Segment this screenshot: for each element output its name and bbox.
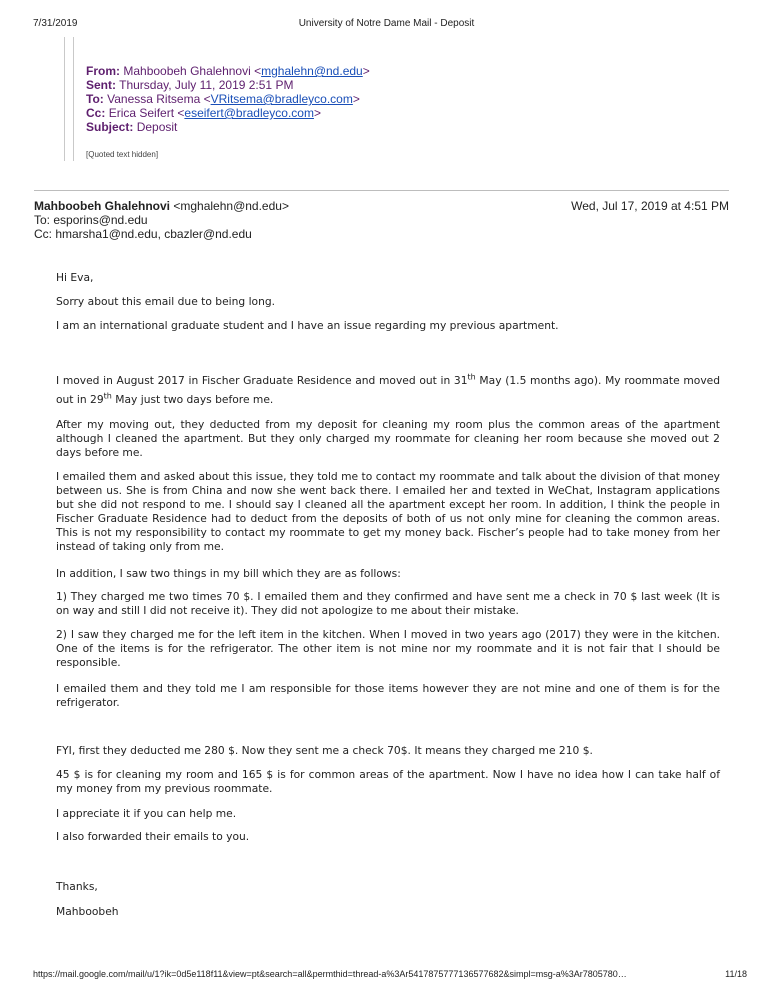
paragraph-2-text: I am an international graduate student and I have an issue regarding my previous apartment. [56, 319, 559, 332]
print-date: 7/31/2019 [33, 18, 78, 29]
paragraph-9-text: I emailed them and they told me I am responsible for those items however they are not mine and one of them is for the refrigerator. [56, 682, 720, 709]
quoted-subject-value: Deposit [136, 120, 178, 134]
quoted-cc-email-link[interactable]: eseifert@bradleyco.com [184, 106, 314, 120]
paragraph-3-part-b: May (1.5 months ago). My roommate moved out in 29 [56, 374, 720, 406]
quoted-from-name: Mahboobeh Ghalehnovi [123, 64, 251, 78]
quoted-cc-name: Erica Seifert [108, 106, 175, 120]
paragraph-5-text: I emailed them and asked about this issue, they told me to contact my roommate and talk about the division of that money between us. She is from China and now she went back there. I emailed her and texted in WeChat, Instagram applications but she did not respond to me. I should say I cleaned all the apartment except her room. In addition, I think the people in Fischer Graduate Residence had to deduct from the deposits of both of us not only mine for cleaning the common areas. This is not my responsibility to contact my roommate to get my money back. Fischer’s people had to take money from her instead of taking only from me. [56, 470, 720, 553]
quoted-cc-label: Cc: [86, 106, 106, 120]
quoted-sent-label: Sent: [86, 78, 116, 92]
paragraph-11-text: 45 $ is for cleaning my room and 165 $ is for common areas of the apartment. Now I have no idea how I can take half of my money from my previous roommate. [56, 768, 720, 795]
paragraph-3-part-c: May just two days before me. [111, 393, 274, 406]
paragraph-10-text: FYI, first they deducted me 280 $. Now they sent me a check 70$. It means they charged me 210 $. [56, 744, 593, 757]
message-to: To: esporins@nd.edu [34, 213, 148, 227]
quoted-sent-value: Thursday, July 11, 2019 2:51 PM [119, 78, 294, 92]
paragraph-3-sup-2: th [103, 391, 112, 401]
paragraph-6-text: In addition, I saw two things in my bill which they are as follows: [56, 567, 401, 580]
body-closing [56, 880, 720, 894]
body-paragraph-1 [56, 295, 720, 309]
paragraph-3-sup-1: th [467, 372, 476, 382]
body-paragraph-8 [56, 628, 720, 670]
message-cc: Cc: hmarsha1@nd.edu, cbazler@nd.edu [34, 227, 252, 241]
body-signature [56, 905, 720, 919]
body-paragraph-3 [56, 371, 720, 409]
quoted-from-label: From: [86, 64, 120, 78]
quoted-to-name: Vanessa Ritsema [107, 92, 201, 106]
paragraph-8-text: 2) I saw they charged me for the left item in the kitchen. When I moved in two years ago (2017) they were in the kitchen. One of the items is for the refrigerator. The other item is not mine nor my roommate and it is not fair that I should be responsible. [56, 628, 720, 669]
quoted-from-email-link[interactable]: mghalehn@nd.edu [261, 64, 363, 78]
greeting-text: Hi Eva, [56, 271, 94, 284]
paragraph-7-text: 1) They charged me two times 70 $. I emailed them and they confirmed and have sent me a check in 70 $ last week (It is on way and still I did not receive it). They did not apologize to me about their mistake. [56, 590, 720, 617]
quoted-subject-line [86, 120, 177, 134]
body-paragraph-2 [56, 319, 720, 333]
footer-url: https://mail.google.com/mail/u/1?ik=0d5e118f11&view=pt&search=all&permthid=thread-a%3Ar5417875777136577682&simpl=msg-a%3Ar7805780… [33, 969, 627, 979]
quoted-to-email-link[interactable]: VRitsema@bradleyco.com [210, 92, 353, 106]
paragraph-1-text: Sorry about this email due to being long. [56, 295, 276, 308]
quote-bar-outer [64, 37, 65, 161]
body-paragraph-12 [56, 807, 720, 821]
paragraph-13-text: I also forwarded their emails to you. [56, 830, 250, 843]
quoted-text-hidden[interactable]: [Quoted text hidden] [86, 150, 159, 159]
paragraph-4-text: After my moving out, they deducted from my deposit for cleaning my room plus the common areas of the apartment although I cleaned the apartment. But they only charged my roommate for cleaning her room because she moved out 2 days before me. [56, 418, 720, 459]
quoted-to-label: To: [86, 92, 104, 106]
message-separator [34, 190, 729, 191]
quoted-to-line: To: Vanessa Ritsema <VRitsema@bradleyco.com> [86, 92, 360, 106]
body-paragraph-6 [56, 567, 720, 581]
footer-page-number: 11/18 [725, 969, 747, 979]
quoted-from-line: From: Mahboobeh Ghalehnovi <mghalehn@nd.edu> [86, 64, 370, 78]
quoted-cc-line: Cc: Erica Seifert <eseifert@bradleyco.com> [86, 106, 321, 120]
body-paragraph-13 [56, 830, 720, 844]
paragraph-3-part-a: I moved in August 2017 in Fischer Graduate Residence and moved out in 31 [56, 374, 468, 387]
quote-bar-inner [73, 37, 74, 161]
body-greeting [56, 271, 720, 285]
signature-text: Mahboobeh [56, 905, 119, 918]
quoted-sent-line [86, 78, 293, 92]
message-date: Wed, Jul 17, 2019 at 4:51 PM [571, 199, 729, 213]
body-paragraph-7 [56, 590, 720, 618]
body-paragraph-4 [56, 418, 720, 460]
quoted-subject-label: Subject: [86, 120, 134, 134]
body-paragraph-10 [56, 744, 720, 758]
print-title: University of Notre Dame Mail - Deposit [298, 18, 475, 29]
sender-email: <mghalehn@nd.edu> [173, 199, 289, 213]
body-paragraph-9 [56, 682, 720, 710]
body-paragraph-5 [56, 470, 720, 554]
paragraph-12-text: I appreciate it if you can help me. [56, 807, 237, 820]
body-paragraph-11 [56, 768, 720, 796]
sender-name: Mahboobeh Ghalehnovi [34, 199, 171, 213]
closing-text: Thanks, [56, 880, 98, 893]
message-sender [34, 199, 289, 213]
